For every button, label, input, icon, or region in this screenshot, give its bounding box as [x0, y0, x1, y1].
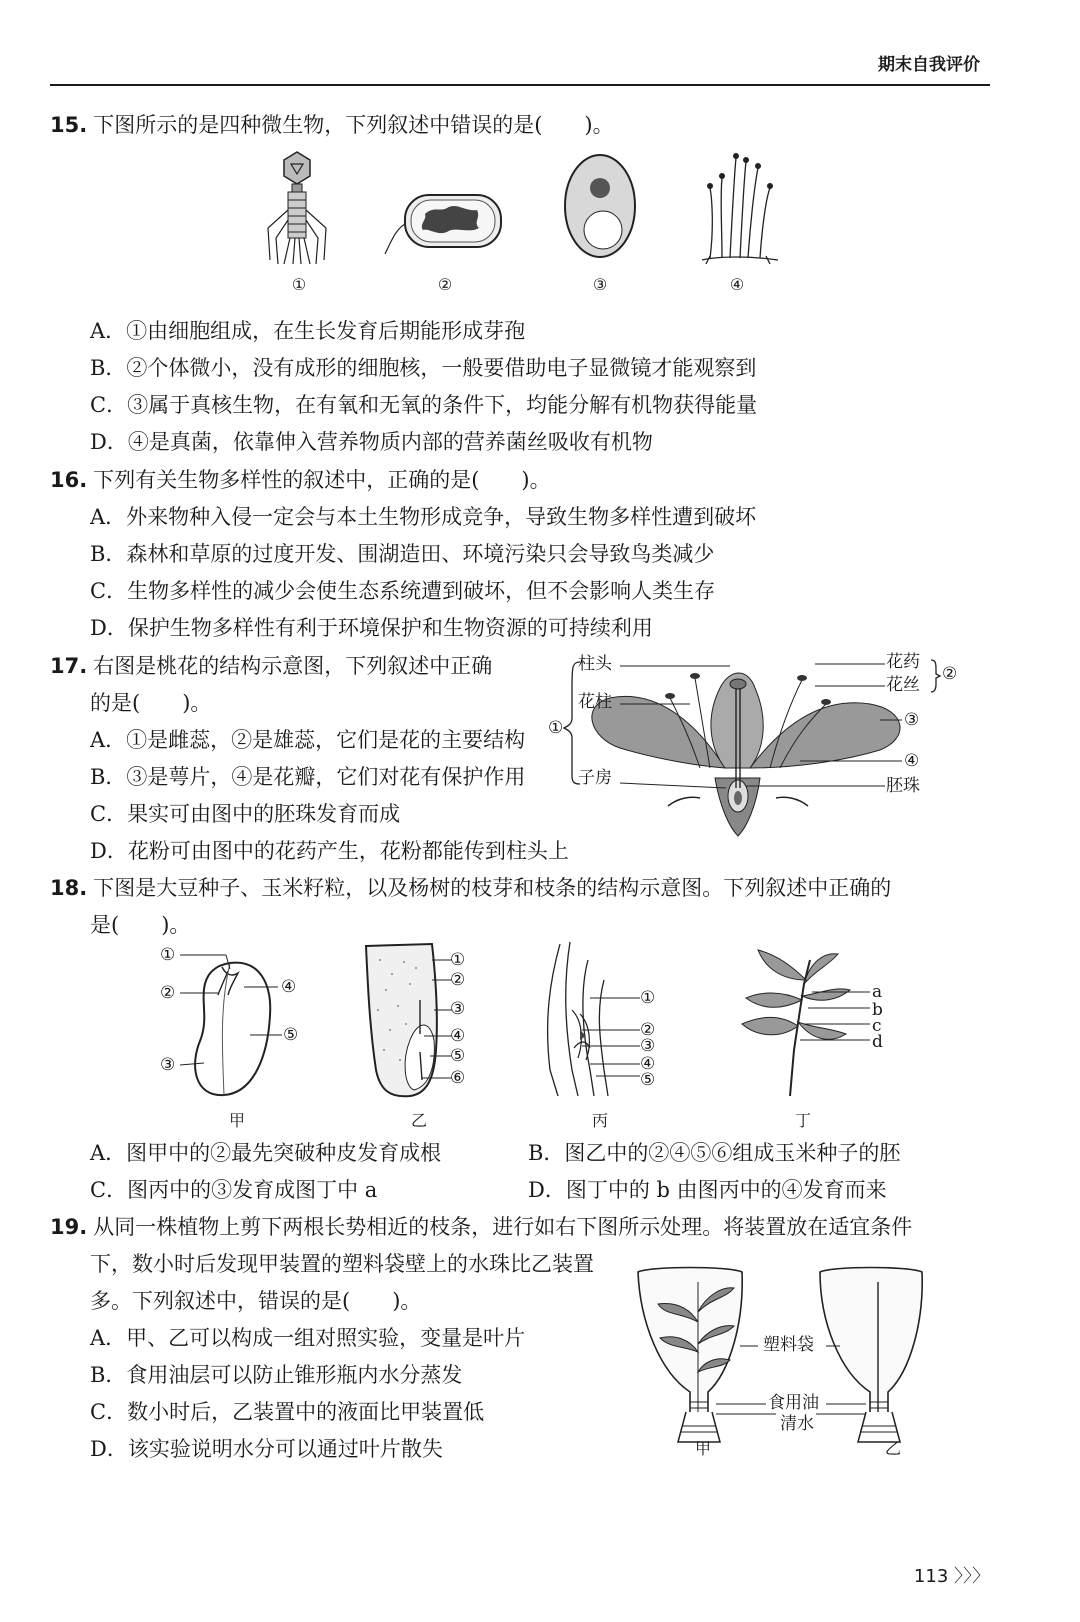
q19-stem-text-1: 从同一株植物上剪下两根长势相近的枝条，进行如右下图所示处理。将装置放在适宜条件 — [93, 1215, 913, 1239]
q18-bing-label-4: ④ — [640, 1054, 656, 1074]
q19-stem-line3: 多。下列叙述中，错误的是( )。 — [90, 1289, 422, 1313]
q17-option-c: C．果实可由图中的胚珠发育而成 — [90, 802, 401, 826]
q18-jia-label-3: ③ — [160, 1055, 176, 1075]
q18-jia-label-4: ④ — [281, 977, 297, 997]
q18-bing-label-1: ① — [640, 988, 656, 1008]
q16-stem-text: 下列有关生物多样性的叙述中，正确的是( )。 — [93, 468, 551, 492]
q19-label-bag: 塑料袋 — [763, 1335, 814, 1355]
q15-caption-4: ④ — [729, 275, 745, 294]
q18-ding-label-d: d — [872, 1032, 883, 1052]
q16-option-c: C．生物多样性的减少会使生态系统遭到破坏，但不会影响人类生存 — [90, 579, 716, 603]
q18-ding-label-b: b — [872, 1000, 883, 1020]
q19-stem-line2: 下，数小时后发现甲装置的塑料袋壁上的水珠比乙装置 — [90, 1252, 594, 1276]
q17-option-d: D．花粉可由图中的花药产生，花粉都能传到柱头上 — [90, 839, 569, 863]
q17-label-four: ④ — [904, 751, 920, 771]
q18-option-c: C．图丙中的③发育成图丁中 a — [90, 1178, 378, 1202]
q15-option-a: A．①由细胞组成，在生长发育后期能形成芽孢 — [90, 319, 526, 343]
q18-bing-label-2: ② — [640, 1020, 656, 1040]
q18-yi-label-1: ① — [450, 950, 466, 970]
q15-virus-figure — [262, 148, 332, 268]
q19-caption-yi: 乙 — [884, 1439, 901, 1458]
q15-option-c: C．③属于真核生物，在有氧和无氧的条件下，均能分解有机物获得能量 — [90, 393, 758, 417]
q19-option-a: A．甲、乙可以构成一组对照实验，变量是叶片 — [90, 1326, 526, 1350]
q15-caption-1: ① — [291, 275, 307, 294]
q17-label-two: ② — [942, 664, 958, 684]
q19-label-oil: 食用油 — [768, 1393, 819, 1413]
q19-option-b: B．食用油层可以防止锥形瓶内水分蒸发 — [90, 1363, 463, 1387]
q18-option-b: B．图乙中的②④⑤⑥组成玉米种子的胚 — [528, 1141, 901, 1165]
q15-caption-2: ② — [437, 275, 453, 294]
q18-yi-label-4: ④ — [450, 1026, 466, 1046]
q18-caption-jia: 甲 — [228, 1111, 245, 1130]
q18-yi-label-2: ② — [450, 970, 466, 990]
q18-option-a: A．图甲中的②最先突破种皮发育成根 — [90, 1141, 442, 1165]
q17-option-a: A．①是雌蕊，②是雄蕊，它们是花的主要结构 — [90, 728, 526, 752]
q18-yi-label-6: ⑥ — [450, 1068, 466, 1088]
q19-caption-jia: 甲 — [694, 1439, 711, 1458]
header-rule — [50, 84, 990, 86]
q18-caption-ding: 丁 — [794, 1111, 811, 1130]
q17-stem-line2: 的是( )。 — [90, 691, 212, 715]
q16-option-a: A．外来物种入侵一定会与本土生物形成竞争，导致生物多样性遭到破坏 — [90, 505, 757, 529]
q17-number: 17. — [50, 654, 88, 678]
page-header-title: 期末自我评价 — [878, 55, 980, 75]
page-number: 113 〉〉〉 — [913, 1566, 990, 1587]
q16-option-d: D．保护生物多样性有利于环境保护和生物资源的可持续利用 — [90, 616, 653, 640]
q18-bing-label-3: ③ — [640, 1036, 656, 1056]
q18-stem-line2: 是( )。 — [90, 913, 191, 937]
q17-label-anther: 花药 — [886, 652, 920, 672]
q15-mold-figure — [700, 148, 780, 268]
q17-label-ovary: 子房 — [578, 768, 612, 788]
q17-option-b: B．③是萼片，④是花瓣，它们对花有保护作用 — [90, 765, 526, 789]
q18-stem-line1 — [50, 875, 891, 901]
q18-jia-label-2: ② — [160, 983, 176, 1003]
q18-number: 18. — [50, 876, 88, 900]
q18-stem-text-1: 下图是大豆种子、玉米籽粒，以及杨树的枝芽和枝条的结构示意图。下列叙述中正确的 — [93, 876, 892, 900]
q15-stem-text: 下图所示的是四种微生物，下列叙述中错误的是( )。 — [93, 113, 614, 137]
q19-option-c: C．数小时后，乙装置中的液面比甲装置低 — [90, 1400, 485, 1424]
q17-label-three: ③ — [904, 710, 920, 730]
q19-number: 19. — [50, 1215, 88, 1239]
q18-bing-label-5: ⑤ — [640, 1070, 656, 1090]
q19-label-water: 清水 — [780, 1414, 814, 1434]
q16-number: 16. — [50, 468, 88, 492]
q18-yi-label-3: ③ — [450, 999, 466, 1019]
q18-option-d: D．图丁中的 b 由图丙中的④发育而来 — [528, 1178, 887, 1202]
q15-yeast-figure — [560, 150, 640, 262]
q17-label-stigma: 柱头 — [578, 654, 612, 674]
q19-option-d: D．该实验说明水分可以通过叶片散失 — [90, 1437, 443, 1461]
q18-ding-label-a: a — [872, 982, 883, 1002]
q18-jia-label-1: ① — [160, 945, 176, 965]
q15-caption-3: ③ — [592, 275, 608, 294]
q17-label-one: ① — [548, 718, 564, 738]
q15-option-d: D．④是真菌，依靠伸入营养物质内部的营养菌丝吸收有机物 — [90, 430, 653, 454]
q18-twig-figure — [720, 940, 883, 1100]
q17-stem-text-1: 右图是桃花的结构示意图，下列叙述中正确 — [93, 654, 493, 678]
q17-label-filament: 花丝 — [886, 675, 920, 695]
q18-caption-bing: 丙 — [591, 1111, 608, 1130]
q15-bacterium-figure — [385, 190, 505, 260]
q16-stem — [50, 467, 551, 493]
q18-yi-label-5: ⑤ — [450, 1046, 466, 1066]
q17-label-ovule: 胚珠 — [886, 776, 920, 796]
q16-option-b: B．森林和草原的过度开发、围湖造田、环境污染只会导致鸟类减少 — [90, 542, 715, 566]
q18-ding-label-c: c — [872, 1016, 882, 1036]
q17-label-style: 花柱 — [578, 692, 612, 712]
q18-jia-label-5: ⑤ — [283, 1025, 299, 1045]
q15-number: 15. — [50, 113, 88, 137]
q15-option-b: B．②个体微小，没有成形的细胞核，一般要借助电子显微镜才能观察到 — [90, 356, 757, 380]
q18-bud-figure — [530, 940, 650, 1100]
q19-stem-line1 — [50, 1214, 912, 1240]
q15-stem — [50, 112, 614, 138]
q18-caption-yi: 乙 — [410, 1111, 427, 1130]
q17-stem-line1 — [50, 653, 492, 679]
